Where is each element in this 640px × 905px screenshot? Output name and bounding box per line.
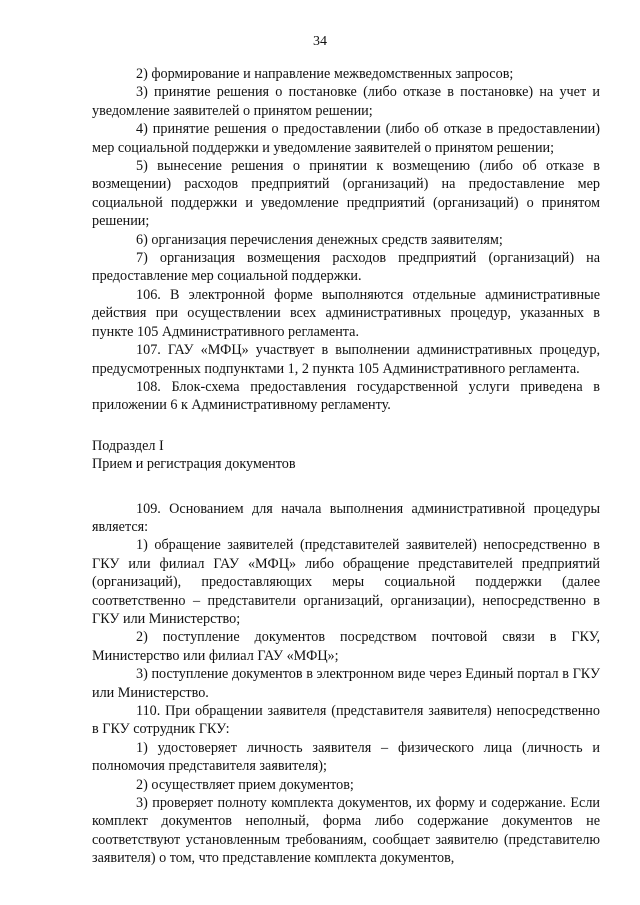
clause-109-item-3: 3) поступление документов в электронном виде через Единый портал в ГКУ или Министерство.	[92, 666, 600, 701]
document-body	[92, 65, 600, 868]
list-item-5: 5) вынесение решения о принятии к возмещению (либо об отказе в возмещении) расходов предприятий (организаций) на предоставление мер социальной поддержки и уведомление предприятий (организаций) о принятом решении;	[92, 158, 600, 230]
clause-110-item-2: 2) осуществляет прием документов;	[136, 776, 354, 793]
subsection-heading	[92, 437, 600, 474]
clause-110-item-3: 3) проверяет полноту комплекта документов, их форму и содержание. Если комплект документов неполный, форма либо содержание документов не соответствуют установленным требованиям, сообщает заявителю (представителю заявителя) о том, что представление комплекта документов,	[92, 795, 600, 867]
clause-109: 109. Основанием для начала выполнения административной процедуры является:	[92, 500, 600, 535]
subsection-subtitle: Прием и регистрация документов	[92, 456, 296, 473]
clause-110-item-1: 1) удостоверяет личность заявителя – физического лица (личность и полномочия представителя заявителя);	[92, 739, 600, 775]
clause-110: 110. При обращении заявителя (представителя заявителя) непосредственно в ГКУ сотрудник ГКУ:	[92, 703, 600, 738]
list-item-3: 3) принятие решения о постановке (либо отказе в постановке) на учет и уведомление заявителей о принятом решении;	[92, 84, 600, 119]
clause-107: 107. ГАУ «МФЦ» участвует в выполнении административных процедур, предусмотренных подпунктами 1, 2 пункта 105 Административного регламента.	[92, 342, 600, 377]
list-item-6: 6) организация перечисления денежных средств заявителям;	[136, 231, 503, 248]
subsection-title: Подраздел I	[92, 437, 164, 454]
list-item-4: 4) принятие решения о предоставлении (либо об отказе в предоставлении) мер социальной поддержки и уведомление заявителей о принятом решении;	[92, 121, 600, 156]
clause-106: 106. В электронной форме выполняются отдельные административные действия при осуществлении всех административных процедур, указанных в пункте 105 Административного регламента.	[92, 286, 600, 340]
clause-109-item-1: 1) обращение заявителей (представителей заявителей) непосредственно в ГКУ или филиал ГАУ «МФЦ» либо обращение представителей предприятий (организаций), предоставляющих меры социальной поддержки (далее соответственно – представители организаций, организации), непосредственно в ГКУ или Министерство;	[92, 537, 600, 627]
clause-108: 108. Блок-схема предоставления государственной услуги приведена в приложении 6 к Административному регламенту.	[92, 378, 600, 414]
list-item-2: 2) формирование и направление межведомственных запросов;	[136, 66, 514, 82]
list-item-7: 7) организация возмещения расходов предприятий (организаций) на предоставление мер социальной поддержки.	[92, 250, 600, 285]
page-number: 34	[313, 34, 327, 49]
clause-109-item-2: 2) поступление документов посредством почтовой связи в ГКУ, Министерство или филиал ГАУ «МФЦ»;	[92, 629, 600, 664]
